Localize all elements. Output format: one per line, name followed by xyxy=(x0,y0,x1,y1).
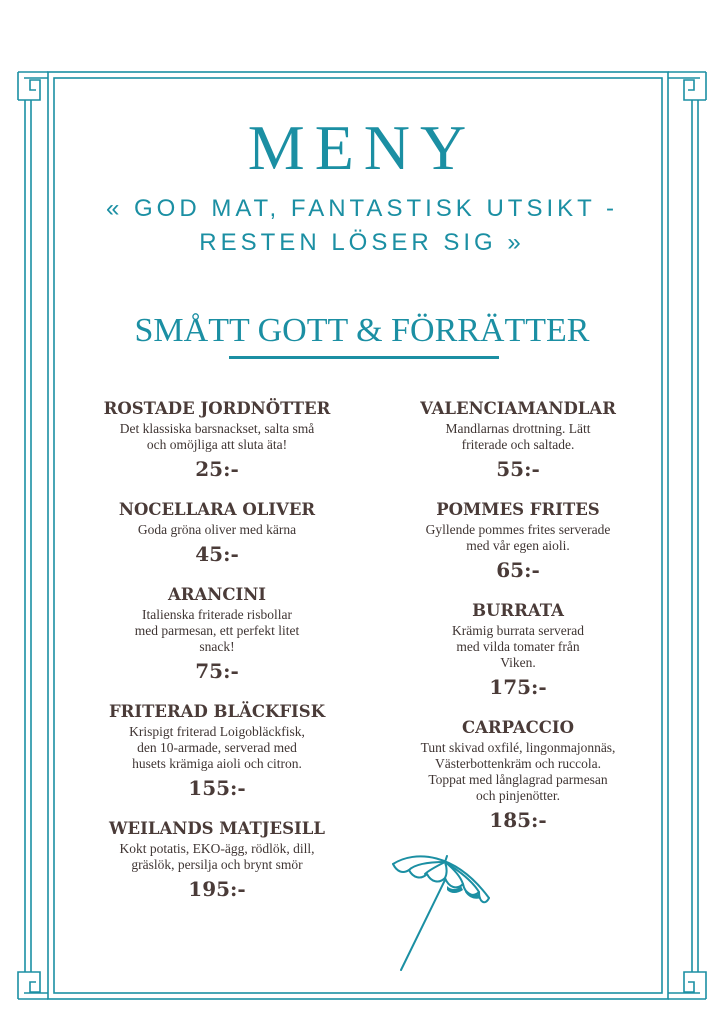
item-price: 55:- xyxy=(496,457,540,481)
description-line: och pinjenötter. xyxy=(476,788,560,803)
item-price: 195:- xyxy=(188,877,246,901)
item-price: 155:- xyxy=(188,776,246,800)
description-line: Toppat med långlagrad parmesan xyxy=(428,772,608,787)
subtitle-line: « GOD MAT, FANTASTISK UTSIKT - xyxy=(105,195,619,222)
description-line: Viken. xyxy=(500,655,536,670)
item-price: 45:- xyxy=(195,542,239,566)
item-name: VALENCIAMANDLAR xyxy=(420,399,616,418)
item-price: 65:- xyxy=(496,558,540,582)
item-name: FRITERAD BLÄCKFISK xyxy=(108,702,326,721)
item-name: POMMES FRITES xyxy=(436,500,600,519)
menu-item xyxy=(368,499,668,584)
item-description xyxy=(67,421,367,453)
menu-item xyxy=(67,701,367,802)
item-description xyxy=(67,724,367,772)
item-description xyxy=(67,522,367,538)
greek-key-corner-icon xyxy=(668,972,706,999)
section-title: SMÅTT GOTT & FÖRRÄTTER xyxy=(134,312,590,349)
description-line: husets krämiga aioli och citron. xyxy=(132,756,302,771)
menu-item xyxy=(67,584,367,685)
greek-key-corner-icon xyxy=(668,72,706,100)
description-line: Västerbottenkräm och ruccola. xyxy=(434,756,602,771)
description-line: Goda gröna oliver med kärna xyxy=(137,522,297,537)
beach-umbrella-icon xyxy=(385,848,500,978)
item-name: ARANCINI xyxy=(167,585,267,604)
description-line: Mandlarnas drottning. Lätt xyxy=(445,421,591,436)
menu-item xyxy=(67,499,367,568)
description-line: Tunt skivad oxfilé, lingonmajonnäs, xyxy=(420,740,616,755)
item-price: 185:- xyxy=(489,808,547,832)
item-price: 175:- xyxy=(489,675,547,699)
description-line: friterade och saltade. xyxy=(461,437,575,452)
description-line: Krämig burrata serverad xyxy=(452,623,584,638)
description-line: Kokt potatis, EKO-ägg, rödlök, dill, xyxy=(119,841,315,856)
item-description xyxy=(67,841,367,873)
description-line: Krispigt friterad Loigobläckfisk, xyxy=(129,724,305,739)
description-line: Det klassiska barsnackset, salta små xyxy=(119,421,315,436)
description-line: med vilda tomater från xyxy=(456,639,580,654)
greek-key-corner-icon xyxy=(18,972,48,999)
description-line: med vår egen aioli. xyxy=(466,538,570,553)
subtitle-line: RESTEN LÖSER SIG » xyxy=(199,229,525,256)
item-description xyxy=(368,421,668,453)
item-name: BURRATA xyxy=(472,601,564,620)
item-description xyxy=(368,623,668,671)
section-divider xyxy=(229,356,499,359)
description-line: med parmesan, ett perfekt litet xyxy=(134,623,300,638)
description-line: snack! xyxy=(199,639,235,654)
menu-item xyxy=(368,600,668,701)
item-description xyxy=(67,607,367,655)
menu-item xyxy=(368,398,668,483)
description-line: och omöjliga att sluta äta! xyxy=(146,437,288,452)
menu-item xyxy=(67,818,367,903)
description-line: Gyllende pommes frites serverade xyxy=(425,522,611,537)
item-price: 25:- xyxy=(195,457,239,481)
item-name: NOCELLARA OLIVER xyxy=(118,500,316,519)
item-name: ROSTADE JORDNÖTTER xyxy=(103,399,331,418)
item-description xyxy=(368,522,668,554)
menu-subtitle xyxy=(80,192,644,260)
item-price: 75:- xyxy=(195,659,239,683)
menu-column-right xyxy=(368,398,668,850)
menu-column-left xyxy=(67,398,367,919)
menu-item xyxy=(67,398,367,483)
description-line: gräslök, persilja och brynt smör xyxy=(131,857,303,872)
item-name: WEILANDS MATJESILL xyxy=(109,819,325,838)
description-line: Italienska friterade risbollar xyxy=(142,607,292,622)
item-name: CARPACCIO xyxy=(461,718,574,737)
description-line: den 10-armade, serverad med xyxy=(137,740,297,755)
greek-key-corner-icon xyxy=(18,72,48,100)
menu-item xyxy=(368,717,668,834)
menu-title: MENY xyxy=(247,112,477,183)
item-description xyxy=(368,740,668,804)
